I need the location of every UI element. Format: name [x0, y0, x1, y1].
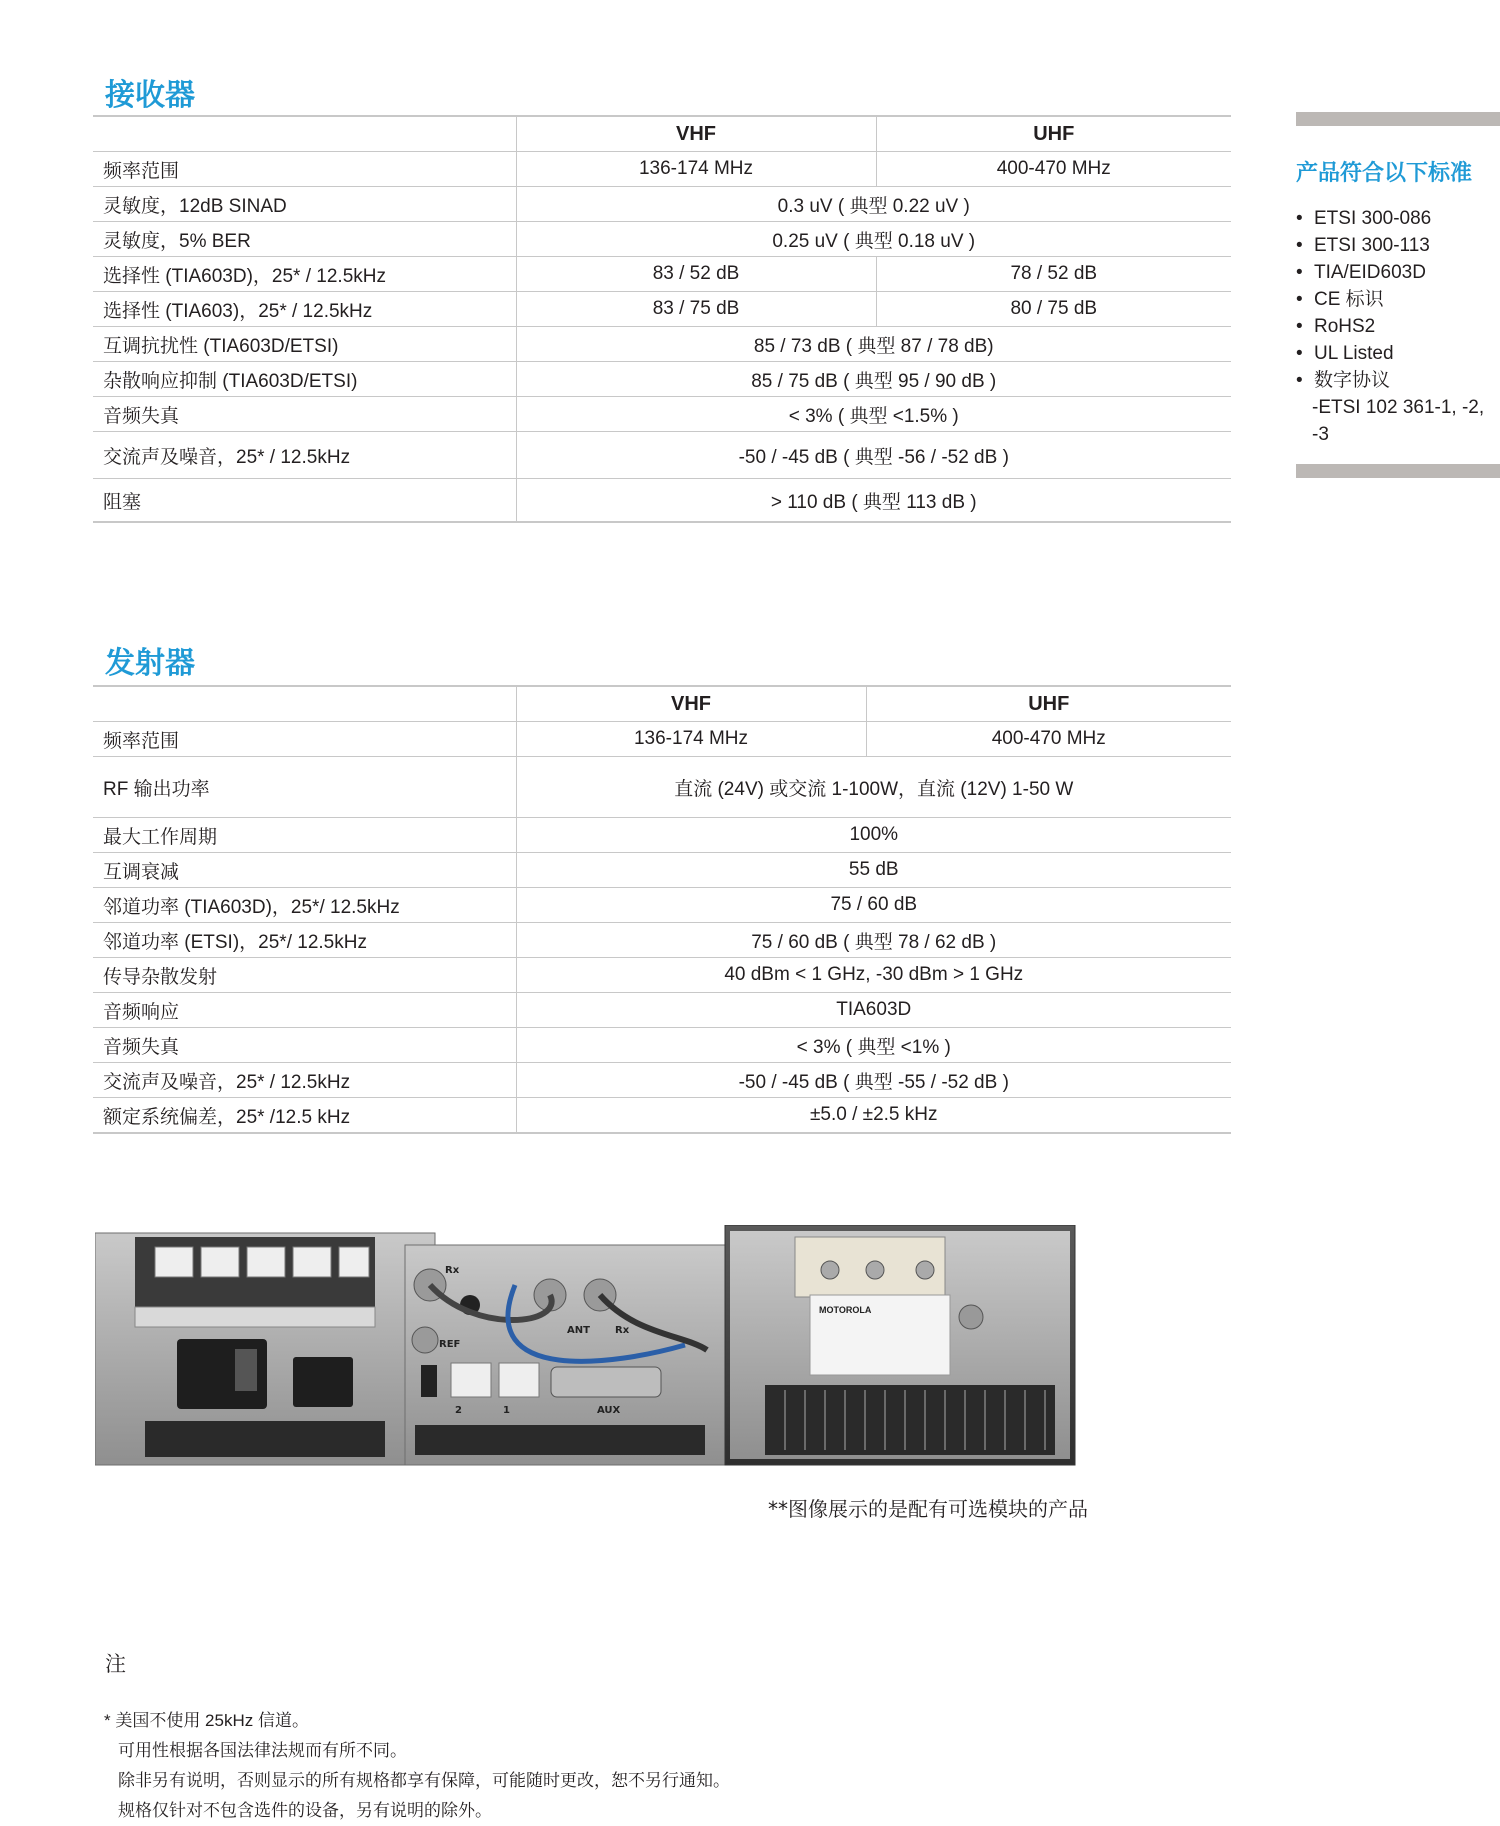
row-label: RF 输出功率: [93, 757, 516, 818]
row-value: 75 / 60 dB ( 典型 78 / 62 dB ): [516, 923, 1231, 958]
table-row: [93, 327, 1231, 362]
notes-title: 注: [105, 1653, 126, 1676]
label-lan1: 1: [503, 1405, 510, 1416]
transmitter-header-row: [93, 686, 1231, 722]
receiver-title: 接收器: [105, 78, 195, 113]
note-line: 规格仅针对不包含选件的设备，另有说明的除外。: [118, 1801, 492, 1820]
row-value: 85 / 75 dB ( 典型 95 / 90 dB ): [516, 362, 1231, 397]
list-item: • ETSI 300-086: [1296, 205, 1500, 232]
row-label: 频率范围: [93, 152, 516, 187]
row-value: 0.25 uV ( 典型 0.18 uV ): [516, 222, 1231, 257]
receiver-header-row: [93, 116, 1231, 152]
table-row: [93, 1098, 1231, 1134]
sidebar-bottom-bar: [1296, 464, 1500, 478]
table-row: [93, 292, 1231, 327]
table-row: [93, 222, 1231, 257]
table-row: [93, 818, 1231, 853]
row-label: 音频失真: [93, 397, 516, 432]
row-label: 阻塞: [93, 479, 516, 523]
row-value: 直流 (24V) 或交流 1-100W，直流 (12V) 1-50 W: [516, 757, 1231, 818]
table-row: [93, 397, 1231, 432]
label-ant: ANT: [567, 1325, 590, 1336]
table-row: [93, 362, 1231, 397]
table-row: [93, 722, 1231, 757]
row-label: 最大工作周期: [93, 818, 516, 853]
ref-connector: [412, 1327, 438, 1353]
receiver-col-vhf: VHF: [516, 116, 876, 152]
standards-list: [1296, 205, 1500, 448]
row-value: -50 / -45 dB ( 典型 -56 / -52 dB ): [516, 432, 1231, 479]
label-aux: AUX: [597, 1405, 621, 1416]
list-item: • CE 标识: [1296, 286, 1500, 313]
header-blank: [93, 116, 516, 152]
sidebar-top-bar: [1296, 112, 1500, 126]
table-row: [93, 958, 1231, 993]
table-row: [93, 257, 1231, 292]
transmitter-col-uhf: UHF: [866, 686, 1231, 722]
uhf-value: 400-470 MHz: [876, 152, 1231, 187]
row-label: 选择性 (TIA603D)，25* / 12.5kHz: [93, 257, 516, 292]
list-subitem: -ETSI 102 361-1, -2, -3: [1312, 397, 1485, 445]
row-label: 音频响应: [93, 993, 516, 1028]
label-lan2: 2: [455, 1405, 462, 1416]
heatsink-fins-right: [765, 1385, 1055, 1455]
row-label: 交流声及噪音，25* / 12.5kHz: [93, 432, 516, 479]
row-label: 灵敏度，5% BER: [93, 222, 516, 257]
row-label: 杂散响应抑制 (TIA603D/ETSI): [93, 362, 516, 397]
row-label: 频率范围: [93, 722, 516, 757]
row-label: 互调抗扰性 (TIA603D/ETSI): [93, 327, 516, 362]
lan2-port: [451, 1363, 491, 1397]
row-value: < 3% ( 典型 <1% ): [516, 1028, 1231, 1063]
receiver-table: [93, 115, 1231, 523]
label-ref: REF: [439, 1339, 461, 1350]
lan1-port: [499, 1363, 539, 1397]
label-rx: Rx: [445, 1265, 460, 1276]
row-value: < 3% ( 典型 <1.5% ): [516, 397, 1231, 432]
row-label: 音频失真: [93, 1028, 516, 1063]
row-label: 交流声及噪音，25* / 12.5kHz: [93, 1063, 516, 1098]
dc-connector: [293, 1357, 353, 1407]
note-line: * 美国不使用 25kHz 信道。: [104, 1711, 309, 1730]
row-label: 互调衰减: [93, 853, 516, 888]
vhf-value: 83 / 75 dB: [516, 292, 876, 327]
row-label: 邻道功率 (ETSI)，25*/ 12.5kHz: [93, 923, 516, 958]
row-label: 选择性 (TIA603)，25* / 12.5kHz: [93, 292, 516, 327]
table-row: [93, 993, 1231, 1028]
row-value: 75 / 60 dB: [516, 888, 1231, 923]
row-value: -50 / -45 dB ( 典型 -55 / -52 dB ): [516, 1063, 1231, 1098]
row-value: ±5.0 / ±2.5 kHz: [516, 1098, 1231, 1134]
row-label: 传导杂散发射: [93, 958, 516, 993]
list-item: • RoHS2: [1296, 313, 1500, 340]
row-value: 55 dB: [516, 853, 1231, 888]
table-row: [93, 888, 1231, 923]
uhf-value: 400-470 MHz: [866, 722, 1231, 757]
table-row: [93, 1028, 1231, 1063]
note-line: 可用性根据各国法律法规而有所不同。: [118, 1741, 407, 1760]
label-rx2: Rx: [615, 1325, 630, 1336]
notes-list: [104, 1706, 730, 1826]
uhf-value: 78 / 52 dB: [876, 257, 1231, 292]
usb-port: [421, 1365, 437, 1397]
power-switch: [235, 1349, 257, 1391]
transmitter-title: 发射器: [105, 646, 195, 681]
row-value: 85 / 73 dB ( 典型 87 / 78 dB): [516, 327, 1231, 362]
table-row: [93, 187, 1231, 222]
receiver-col-uhf: UHF: [876, 116, 1231, 152]
vent-strip: [415, 1425, 705, 1455]
table-row: [93, 479, 1231, 523]
row-label: 额定系统偏差，25* /12.5 kHz: [93, 1098, 516, 1134]
table-row: [93, 923, 1231, 958]
heatsink-fins-left: [145, 1421, 385, 1457]
transmitter-table: [93, 685, 1231, 1134]
list-item: • ETSI 300-113: [1296, 232, 1500, 259]
row-value: TIA603D: [516, 993, 1231, 1028]
image-caption: **图像展示的是配有可选模块的产品: [768, 1497, 1088, 1521]
note-line: 除非另有说明，否则显示的所有规格都享有保障，可能随时更改，恕不另行通知。: [118, 1771, 730, 1790]
row-value: 0.3 uV ( 典型 0.22 uV ): [516, 187, 1231, 222]
standards-title: 产品符合以下标准: [1296, 161, 1473, 186]
list-item: • UL Listed: [1296, 340, 1500, 367]
row-value: 100%: [516, 818, 1231, 853]
product-image: [95, 1225, 1225, 1475]
row-label: 邻道功率 (TIA603D)，25*/ 12.5kHz: [93, 888, 516, 923]
list-item: • 数字协议: [1296, 367, 1500, 394]
row-value: > 110 dB ( 典型 113 dB ): [516, 479, 1231, 523]
row-value: 40 dBm < 1 GHz, -30 dBm > 1 GHz: [516, 958, 1231, 993]
transmitter-col-vhf: VHF: [516, 686, 866, 722]
brand-text: MOTOROLA: [819, 1305, 872, 1315]
vhf-value: 136-174 MHz: [516, 722, 866, 757]
table-row: [93, 757, 1231, 818]
table-row: [93, 853, 1231, 888]
table-row: [93, 152, 1231, 187]
standards-sidebar: [1296, 112, 1500, 478]
vhf-value: 136-174 MHz: [516, 152, 876, 187]
header-blank: [93, 686, 516, 722]
aux-port: [551, 1367, 661, 1397]
row-label: 灵敏度，12dB SINAD: [93, 187, 516, 222]
ground-icon: [959, 1305, 983, 1329]
uhf-value: 80 / 75 dB: [876, 292, 1231, 327]
list-item: • TIA/EID603D: [1296, 259, 1500, 286]
vhf-value: 83 / 52 dB: [516, 257, 876, 292]
table-row: [93, 1063, 1231, 1098]
table-row: [93, 432, 1231, 479]
